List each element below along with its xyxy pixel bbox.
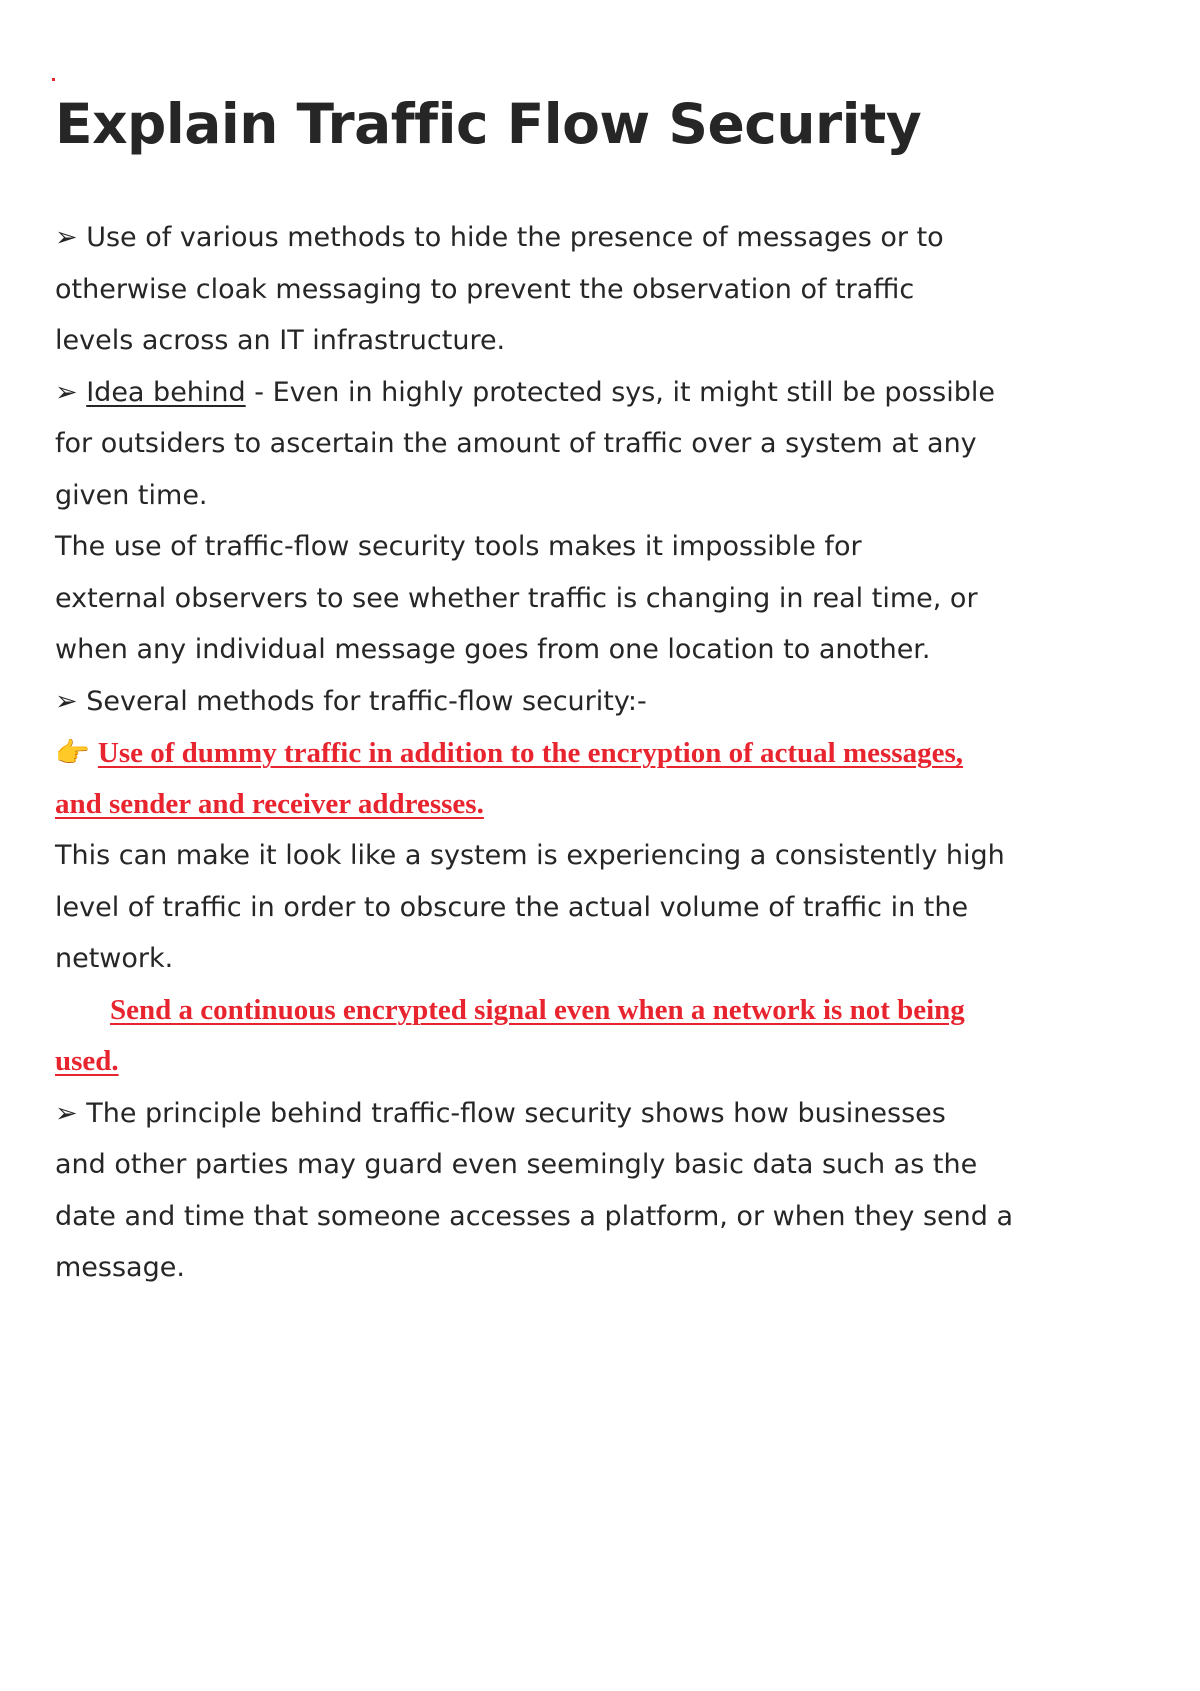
idea-behind-label: Idea behind [86,376,246,408]
text-line: date and time that someone accesses a platform, or when they send a [55,1200,1014,1232]
pointing-hand-icon: 👉 [55,736,90,769]
text-line: for outsiders to ascertain the amount of traffic over a system at any [55,428,977,459]
document-body [55,212,1165,1294]
method-1-text: Use of dummy traffic in addition to the encryption of actual messages, [97,737,963,769]
text-segment: Use of various methods to hide the presence of messages or to [86,222,944,253]
text-line [55,367,1165,419]
text-segment: The principle behind traffic-flow security shows how businesses [86,1097,946,1129]
text-line: when any individual message goes from one location to another. [55,634,931,665]
text-line: level of traffic in order to obscure the actual volume of traffic in the [55,891,969,923]
text-line: otherwise cloak messaging to prevent the observation of traffic [55,273,915,305]
text-line: levels across an IT infrastructure. [55,325,506,356]
page-title: Explain Traffic Flow Security [55,92,922,156]
highlight-line: and sender and receiver addresses. [55,787,484,820]
text-line [55,676,1165,728]
bullet-arrow-icon: ➢ [55,685,78,717]
highlight-line: used. [55,1045,119,1077]
bullet-arrow-icon: ➢ [55,1097,78,1129]
text-line: external observers to see whether traffic is changing in real time, or [55,582,978,614]
text-line: This can make it look like a system is experiencing a consistently high [55,840,1005,871]
text-line [55,1088,1165,1140]
bullet-arrow-icon: ➢ [55,376,78,408]
methods-heading: Several methods for traffic-flow security:- [86,685,647,717]
text-line: message. [55,1252,185,1283]
text-line [55,212,1165,264]
bullet-arrow-icon: ➢ [55,222,78,253]
highlight-line [55,727,1165,779]
text-segment: - Even in highly protected sys, it might still be possible [245,376,995,408]
text-line: The use of traffic-flow security tools makes it impossible for [55,531,862,562]
text-line: given time. [55,479,208,511]
text-line: and other parties may guard even seemingly basic data such as the [55,1149,978,1180]
text-line: network. [55,943,174,974]
page-mark [52,78,55,81]
highlight-line: Send a continuous encrypted signal even when a network is not being [110,993,965,1026]
